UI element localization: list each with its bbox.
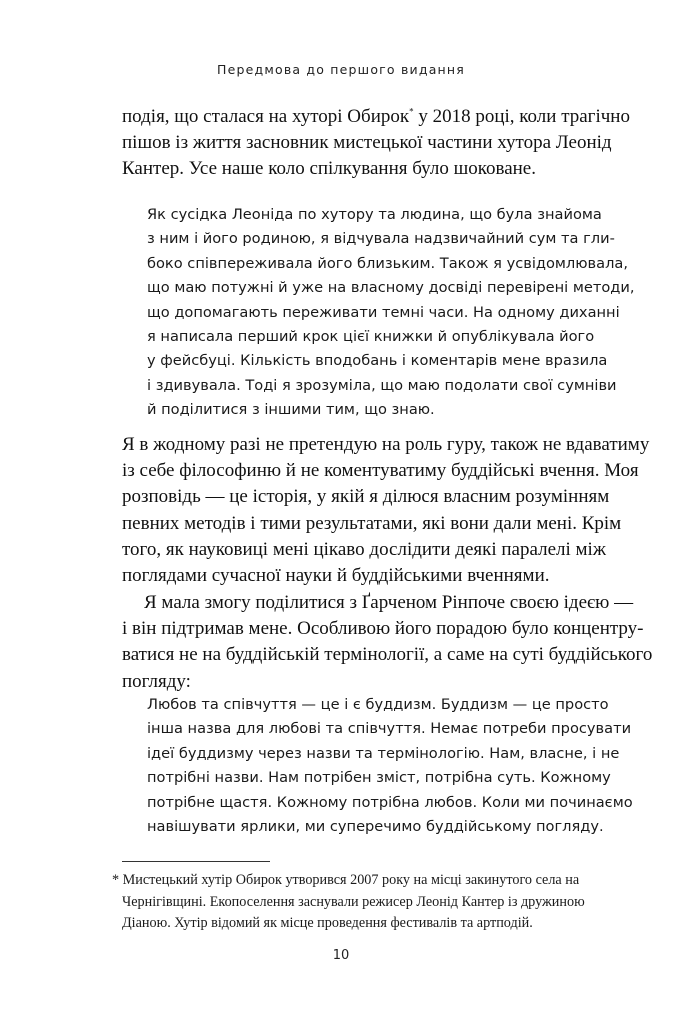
quote-1-line: у фейсбуці. Кількість вподобань і коментарів мене вразила <box>147 352 608 370</box>
quote-1-line: й поділитися з іншими тим, що знаю. <box>147 401 435 419</box>
paragraph-1 <box>122 104 630 183</box>
paragraph-1-line-3: Кантер. Усе наше коло спілкування було шоковане. <box>122 158 536 180</box>
footnote-line: Діаною. Хутір відомий як місце проведення фестивалів та артподій. <box>122 915 533 931</box>
paragraph-2-line: певних методів і тими результатами, які вони дали мені. Крім <box>122 512 622 534</box>
paragraph-2-line: розповідь — це історія, у якій я ділюся власним розумінням <box>122 486 610 508</box>
quote-1-line: що маю потужні й уже на власному досвіді перевірені методи, <box>147 279 635 297</box>
paragraph-1-line-1-text: подія, що сталася на хуторі Обирок <box>122 106 410 127</box>
quote-1 <box>147 203 635 423</box>
paragraph-3-line: Я мала змогу поділитися з Ґарченом Рінпоче своєю ідеєю — <box>144 592 634 613</box>
paragraph-2 <box>122 432 650 589</box>
paragraph-3-line: ватися не на буддійській термінології, а саме на суті буддійського <box>122 644 653 666</box>
paragraph-2-line: того, як науковиці мені цікаво дослідити деякі паралелі між <box>122 538 606 560</box>
quote-1-line: Як сусідка Леоніда по хутору та людина, що була знайома <box>147 206 602 223</box>
quote-2-line: потрібне щастя. Кожному потрібна любов. Коли ми починаємо <box>147 793 633 811</box>
paragraph-3-line: погляду: <box>122 670 191 692</box>
quote-2-line: потрібні назви. Нам потрібен зміст, потрібна суть. Кожному <box>147 769 611 787</box>
footnote <box>112 870 585 935</box>
quote-1-line: що допомагають переживати темні часи. На одному диханні <box>147 303 620 321</box>
quote-1-line: з ним і його родиною, я відчувала надзвичайний сум та гли- <box>147 230 615 248</box>
page-number: 10 <box>332 948 350 963</box>
paragraph-2-line: із себе філософиню й не коментуватиму буддійські вчення. Моя <box>122 460 639 482</box>
paragraph-1-line-1-rest: у 2018 році, коли трагічно <box>413 106 630 127</box>
quote-2-line: інша назва для любові та співчуття. Немає потреби просувати <box>147 720 632 738</box>
paragraph-1-line-1 <box>122 104 630 130</box>
paragraph-3-line: і він підтримав мене. Особливою його порадою було концентру- <box>122 618 644 640</box>
paragraph-2-line: поглядами сучасної науки й буддійськими вченнями. <box>122 565 550 587</box>
footnote-rule <box>122 861 270 862</box>
quote-2-line: ідеї буддизму через назви та термінологію. Нам, власне, і не <box>147 744 620 762</box>
quote-1-line: я написала перший крок цієї книжки й опублікувала його <box>147 328 595 346</box>
footnote-line: * Мистецький хутір Обирок утворився 2007 року на місці закинутого села на <box>112 872 580 888</box>
quote-2-line: Любов та співчуття — це і є буддизм. Буддизм — це просто <box>147 696 609 713</box>
quote-1-line: боко співпереживала його близьким. Також я усвідомлювала, <box>147 254 629 272</box>
paragraph-2-line: Я в жодному разі не претендую на роль гуру, також не вдаватиму <box>122 434 650 455</box>
running-head: Передмова до першого видання <box>216 62 466 77</box>
footnote-marker: * <box>409 106 414 117</box>
quote-1-line: і здивувала. Тоді я зрозуміла, що маю подолати свої сумніви <box>147 376 617 394</box>
paragraph-1-line-2: пішов із життя засновник мистецької частини хутора Леонід <box>122 132 612 154</box>
footnote-line: Чернігівщині. Екопоселення заснували режисер Леонід Кантер із дружиною <box>122 893 585 910</box>
quote-2-line: навішувати ярлики, ми суперечимо буддійському погляду. <box>147 818 604 836</box>
quote-2 <box>147 693 633 839</box>
paragraph-3 <box>122 590 653 695</box>
